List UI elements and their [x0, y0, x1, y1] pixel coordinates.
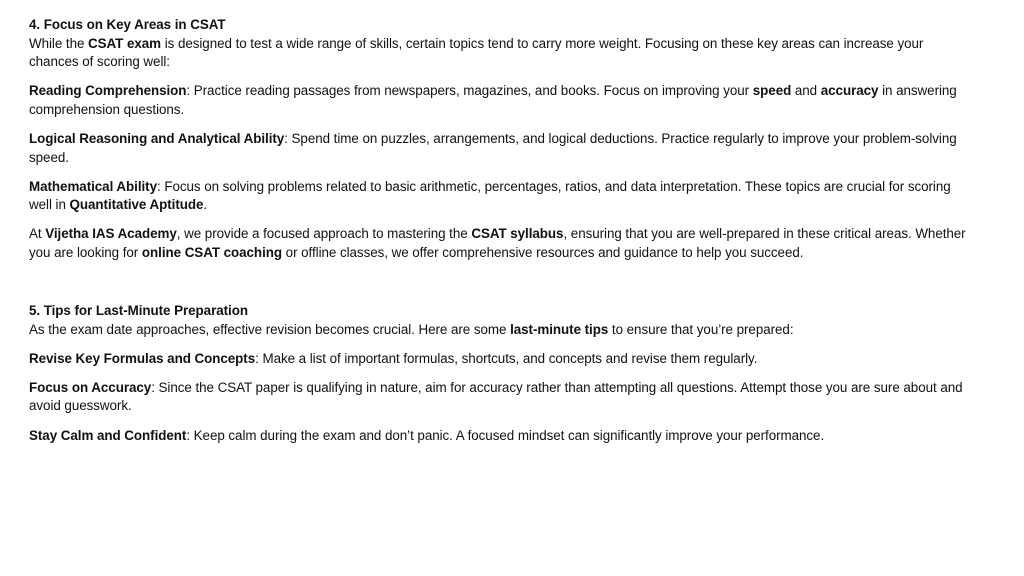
- document-page: [29, 16, 969, 456]
- text: , ensuring that you are well-prepared in these critical areas. Whether you are looking for: [29, 226, 966, 260]
- section-4-heading: 4. Focus on Key Areas in CSAT: [29, 17, 226, 32]
- text: in answering comprehension questions.: [29, 83, 957, 117]
- text: : Make a list of important formulas, shortcuts, and concepts and revise them regularly.: [255, 350, 758, 366]
- text: : Keep calm during the exam and don’t panic. A focused mindset can significantly improve your performance.: [186, 427, 825, 443]
- reading-comprehension-paragraph: [29, 82, 969, 119]
- logical-reasoning-paragraph: [29, 130, 969, 167]
- bold-term: online CSAT coaching: [141, 244, 282, 260]
- bold-term: speed: [752, 83, 792, 99]
- bold-term: Quantitative Aptitude: [69, 197, 204, 213]
- text: is designed to test a wide range of skills, certain topics tend to carry more weight. Focusing on these key areas can increase your chances of scoring well:: [29, 35, 924, 70]
- bold-term: Revise Key Formulas and Concepts: [29, 350, 256, 366]
- text: : Spend time on puzzles, arrangements, and logical deductions. Practice regularly to improve your problem-solving speed.: [29, 130, 957, 165]
- focus-accuracy-paragraph: [29, 379, 969, 416]
- bold-term: CSAT exam: [88, 35, 162, 51]
- bold-term: Stay Calm and Confident: [29, 427, 187, 443]
- text: or offline classes, we offer comprehensive resources and guidance to help you succeed.: [282, 244, 804, 260]
- academy-paragraph: [29, 225, 969, 262]
- text: While the: [29, 35, 89, 51]
- bold-term: last-minute tips: [510, 321, 609, 337]
- text: : Since the CSAT paper is qualifying in nature, aim for accuracy rather than attempting all questions. Attempt those you are sure about and avoid guesswork.: [29, 379, 963, 414]
- bold-term: Reading Comprehension: [29, 83, 187, 99]
- text: As the exam date approaches, effective revision becomes crucial. Here are some: [29, 321, 511, 337]
- bold-term: CSAT syllabus: [471, 226, 564, 242]
- bold-term: accuracy: [820, 83, 879, 99]
- text: , we provide a focused approach to mastering the: [176, 226, 472, 242]
- text: to ensure that you’re prepared:: [608, 321, 794, 337]
- bold-term: Focus on Accuracy: [29, 379, 152, 395]
- section-5-heading: 5. Tips for Last-Minute Preparation: [29, 303, 248, 319]
- text: At: [29, 226, 46, 242]
- revise-formulas-paragraph: [29, 350, 969, 369]
- text: and: [791, 83, 821, 99]
- mathematical-ability-paragraph: [29, 178, 969, 215]
- text: : Focus on solving problems related to basic arithmetic, percentages, ratios, and data interpretation. These topics are crucial for scoring well in: [29, 178, 951, 213]
- text: : Practice reading passages from newspapers, magazines, and books. Focus on improving your: [186, 83, 753, 99]
- section-5-intro: [29, 321, 969, 340]
- bold-term: Mathematical Ability: [29, 178, 157, 194]
- section-spacer: [29, 273, 969, 302]
- section-4-intro: [29, 35, 969, 72]
- bold-term: Logical Reasoning and Analytical Ability: [29, 130, 285, 146]
- bold-term: Vijetha IAS Academy: [45, 226, 177, 242]
- text: .: [203, 197, 208, 213]
- stay-calm-paragraph: [29, 427, 969, 446]
